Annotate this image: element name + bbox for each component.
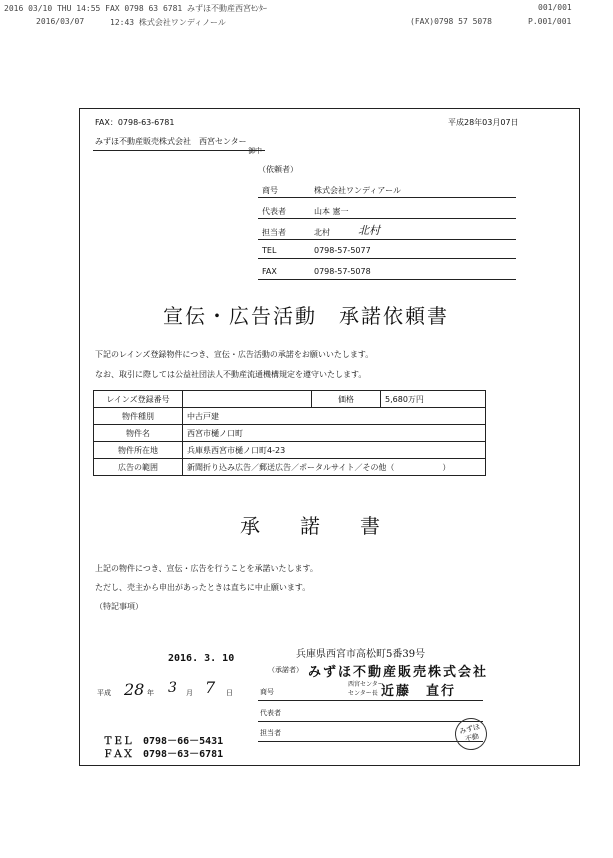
requester-value-shogo: 株式会社ワンディアール: [314, 186, 401, 195]
property-table: [93, 390, 486, 476]
approval-line-2: ただし、売主から申出があったときは直ちに中止願います。: [95, 583, 311, 592]
rep-name: 近藤 直行: [381, 684, 457, 699]
requester-label-tel: TEL: [262, 246, 277, 255]
table-row: [94, 391, 486, 408]
table-row: [94, 425, 486, 442]
approver-rule-2: [258, 721, 483, 722]
day-value: 7: [205, 678, 216, 697]
table-row: [94, 408, 486, 425]
approver-rule-1: [258, 700, 483, 701]
price-label: 価格: [312, 391, 381, 408]
requester-rule-2: [258, 218, 516, 219]
table-row: [94, 459, 486, 476]
requester-label-fax: FAX: [262, 267, 277, 276]
approver-fax: ＦＡＸ 0798－63－6781: [103, 749, 224, 760]
price-value: 5,680万円: [381, 391, 486, 408]
requester-label-rep: 代表者: [262, 207, 286, 216]
approver-label-staff: 担当者: [260, 729, 281, 737]
location-label: 物件所在地: [94, 442, 183, 459]
approver-label-shogo: 商号: [260, 688, 274, 696]
fax-header-line1-page: 001/001: [538, 3, 572, 12]
day-label: 日: [226, 689, 233, 697]
requester-rule-4: [258, 258, 516, 259]
rep-small-title: 西宮センター: [348, 681, 384, 688]
approval-line-3: （特記事項）: [95, 602, 143, 611]
handwritten-date: 2016. 3. 10: [168, 653, 235, 664]
fax-header-fax: (FAX)0798 57 5078: [410, 17, 492, 26]
month-value: 3: [168, 680, 177, 696]
company-name: みずほ不動産販売株式会社: [308, 665, 489, 680]
location-value: 兵庫県西宮市樋ノ口町4-23: [183, 442, 486, 459]
requester-value-staff: 北村: [314, 228, 330, 237]
reins-label: レインズ登録番号: [94, 391, 183, 408]
requester-label-staff: 担当者: [262, 228, 286, 237]
fax-header-line1: 2016 03/10 THU 14:55 FAX 0798 63 6781 みずほ不動産西宮ｾﾝﾀｰ: [4, 4, 268, 13]
method-label: 広告の範囲: [94, 459, 183, 476]
main-title: 宣伝・広告活動 承諾依頼書: [163, 304, 449, 328]
approver-label-rep: 代表者: [260, 709, 281, 717]
requester-value-fax: 0798-57-5078: [314, 267, 371, 276]
table-row: [94, 442, 486, 459]
era-year: 28: [124, 680, 145, 699]
approver-tel: ＴＥＬ 0798－66－5431: [103, 736, 224, 747]
month-label: 月: [186, 689, 193, 697]
company-seal-stamp: みずほ 不動: [451, 714, 490, 753]
intro-line-2: なお、取引に際しては公益社団法人不動産流通機構規定を遵守いたします。: [95, 370, 367, 379]
rep-small-title-2: センター長: [348, 690, 378, 697]
type-label: 物件種別: [94, 408, 183, 425]
company-prefix: （承諾者）: [268, 666, 303, 674]
era-label: 平成: [97, 689, 111, 697]
sender-fax-number: FAX：0798-63-6781: [95, 118, 175, 127]
reins-value: [183, 391, 312, 408]
fax-header-sender: 12:43 株式会社ワンディノール: [110, 18, 226, 27]
method-value: 新聞折り込み広告／郵送広告／ポータルサイト／その他（ ）: [183, 459, 486, 476]
intro-line-1: 下記のレインズ登録物件につき、宣伝・広告活動の承諾をお願いいたします。: [95, 350, 374, 359]
company-address: 兵庫県西宮市高松町5番39号: [296, 649, 426, 660]
addressee: みずほ不動産販売株式会社 西宮センター: [95, 137, 247, 146]
requester-value-rep: 山本 憲一: [314, 207, 349, 216]
requester-rule-5: [258, 279, 516, 280]
requester-label-shogo: 商号: [262, 186, 278, 195]
approval-line-1: 上記の物件につき、宣伝・広告を行うことを承諾いたします。: [95, 564, 318, 573]
fax-header-page: P.001/001: [528, 17, 572, 26]
requester-heading: （依頼者）: [258, 165, 298, 174]
approver-rule-3: [258, 741, 483, 742]
addressee-underline: [93, 150, 265, 151]
approval-heading: 承 諾 書: [240, 514, 380, 538]
name-value: 西宮市樋ノ口町: [183, 425, 486, 442]
requester-rule-1: [258, 197, 516, 198]
document-date: 平成28年03月07日: [448, 118, 519, 127]
name-label: 物件名: [94, 425, 183, 442]
requester-value-tel: 0798-57-5077: [314, 246, 371, 255]
addressee-suffix: 御中: [248, 147, 262, 155]
staff-signature: 北村: [358, 224, 380, 237]
type-value: 中古戸建: [183, 408, 486, 425]
year-label: 年: [147, 689, 154, 697]
requester-rule-3: [258, 239, 516, 240]
fax-header-date: 2016/03/07: [36, 17, 85, 26]
